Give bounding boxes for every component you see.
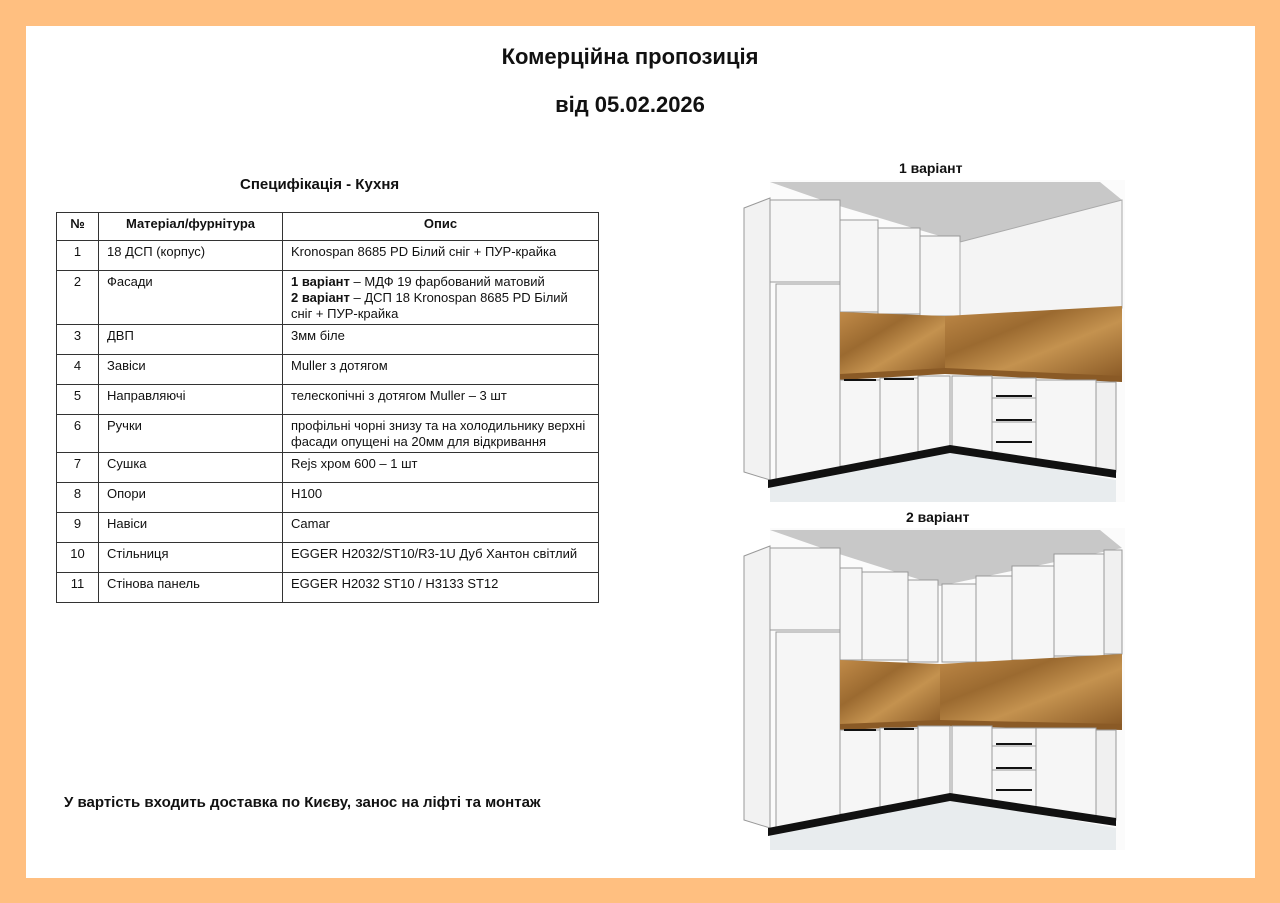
variant2-desc: – ДСП 18 Kronospan 8685 PD Білий сніг + ПУР-крайка	[291, 290, 568, 321]
row-num: 8	[57, 483, 99, 513]
row-num: 2	[57, 271, 99, 325]
page-title: Комерційна пропозиція	[501, 44, 759, 69]
row-material: Ручки	[99, 415, 283, 453]
wall-panel-wood	[840, 312, 945, 376]
table-row	[57, 573, 599, 603]
table-row	[57, 385, 599, 415]
row-material: Сушка	[99, 453, 283, 483]
row-num: 10	[57, 543, 99, 573]
base-cabinet	[840, 380, 880, 466]
wall-panel-wood	[945, 306, 1122, 378]
variant1-label: 1 варіант	[291, 274, 350, 289]
tall-cabinet-top	[770, 548, 840, 630]
base-cabinet	[918, 726, 950, 804]
row-num: 4	[57, 355, 99, 385]
header-material: Матеріал/фурнітура	[99, 213, 283, 241]
upper-cabinet	[840, 220, 878, 312]
row-num: 1	[57, 241, 99, 271]
base-cabinet	[1036, 728, 1096, 816]
table-header-row	[57, 213, 599, 241]
upper-cabinet	[976, 576, 1012, 662]
row-num: 11	[57, 573, 99, 603]
page-date: від 05.02.2026	[555, 92, 705, 117]
spec-title: Специфікація - Кухня	[240, 176, 400, 193]
header-num: №	[57, 213, 99, 241]
side-panel	[744, 198, 770, 480]
table-row	[57, 513, 599, 543]
base-cabinet	[918, 376, 950, 456]
variant1-title: 1 варіант	[899, 160, 963, 176]
variant1-desc: – МДФ 19 фарбований матовий	[349, 274, 545, 289]
base-cabinet	[880, 378, 918, 462]
row-material: Стінова панель	[99, 573, 283, 603]
fridge-cabinet	[776, 632, 840, 830]
row-material: Навіси	[99, 513, 283, 543]
row-desc: Muller з дотягом	[283, 355, 599, 385]
row-desc: Camar	[283, 513, 599, 543]
spec-table	[56, 212, 599, 603]
row-material: ДВП	[99, 325, 283, 355]
table-row	[57, 241, 599, 271]
row-desc: EGGER H2032/ST10/R3-1U Дуб Хантон світлий	[283, 543, 599, 573]
row-num: 7	[57, 453, 99, 483]
row-material: Фасади	[99, 271, 283, 325]
tall-cabinet-top	[770, 200, 840, 282]
row-desc: телескопічні з дотягом Muller – 3 шт	[283, 385, 599, 415]
table-row	[57, 483, 599, 513]
wall-panel-wood	[840, 660, 940, 726]
row-material: Стільниця	[99, 543, 283, 573]
drawer	[992, 746, 1036, 770]
side-panel	[744, 546, 770, 828]
table-row	[57, 453, 599, 483]
row-material: Завіси	[99, 355, 283, 385]
wall-panel-wood	[940, 654, 1122, 726]
kitchen-render-variant-2	[740, 528, 1125, 850]
fridge-cabinet	[776, 284, 840, 482]
table-row	[57, 415, 599, 453]
upper-cabinet	[840, 568, 862, 660]
row-desc: Kronospan 8685 PD Білий сніг + ПУР-крайка	[283, 241, 599, 271]
upper-cabinet	[942, 584, 976, 662]
delivery-note: У вартість входить доставка по Києву, занос на ліфті та монтаж	[64, 794, 541, 811]
base-cabinet	[880, 728, 918, 810]
table-row	[57, 271, 599, 325]
base-cabinet	[840, 730, 880, 814]
base-cabinet	[1036, 380, 1096, 468]
table-row	[57, 355, 599, 385]
row-desc: Rejs хром 600 – 1 шт	[283, 453, 599, 483]
upper-cabinet	[862, 572, 908, 660]
row-desc: EGGER H2032 ST10 / H3133 ST12	[283, 573, 599, 603]
row-num: 3	[57, 325, 99, 355]
row-desc: H100	[283, 483, 599, 513]
kitchen-render-variant-1	[740, 180, 1125, 502]
drawer	[992, 398, 1036, 422]
base-cabinet	[952, 376, 992, 458]
upper-cabinet	[908, 580, 938, 662]
row-desc	[283, 271, 599, 325]
variant2-label: 2 варіант	[291, 290, 350, 305]
row-material: 18 ДСП (корпус)	[99, 241, 283, 271]
row-desc: 3мм біле	[283, 325, 599, 355]
variant2-title: 2 варіант	[906, 509, 970, 525]
row-num: 9	[57, 513, 99, 543]
row-num: 5	[57, 385, 99, 415]
upper-cabinet	[1012, 566, 1054, 660]
base-cabinet	[952, 726, 992, 806]
upper-cabinet	[1054, 554, 1104, 656]
row-num: 6	[57, 415, 99, 453]
header-desc: Опис	[283, 213, 599, 241]
upper-cabinet	[878, 228, 920, 314]
upper-cabinet	[920, 236, 960, 316]
table-row	[57, 543, 599, 573]
row-material: Направляючі	[99, 385, 283, 415]
table-row	[57, 325, 599, 355]
row-material: Опори	[99, 483, 283, 513]
row-desc: профільні чорні знизу та на холодильнику верхні фасади опущені на 20мм для відкривання	[283, 415, 599, 453]
